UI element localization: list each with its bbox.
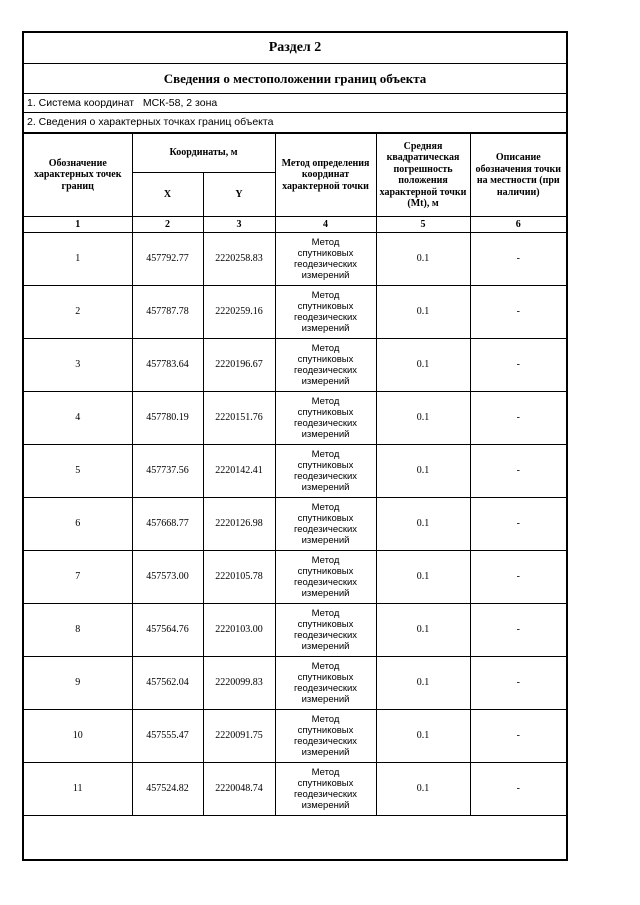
point-description: - [470,763,566,816]
point-description: - [470,286,566,339]
point-number: 9 [24,657,132,710]
method [275,445,376,498]
point-description: - [470,339,566,392]
coord-x: 457737.56 [132,445,203,498]
method-line: измерений [301,747,350,758]
document-frame [22,31,568,861]
method-line: спутниковых [297,248,354,259]
method-line: спутниковых [297,354,354,365]
point-description: - [470,498,566,551]
coord-x: 457783.64 [132,339,203,392]
method-line: спутниковых [297,778,354,789]
method [275,498,376,551]
accuracy-mt: 0.1 [376,763,470,816]
point-number: 10 [24,710,132,763]
point-description: - [470,233,566,286]
method-line: геодезических [293,577,358,588]
method-line: измерений [301,588,350,599]
point-number: 5 [24,445,132,498]
table-row [24,286,566,339]
method-line: измерений [301,641,350,652]
coord-x: 457555.47 [132,710,203,763]
coord-x: 457668.77 [132,498,203,551]
header-accuracy: Средняя квадратическая погрешность положения характерной точки (Mt), м [376,134,470,217]
method-line: спутниковых [297,513,354,524]
point-description: - [470,445,566,498]
method-line: Метод [311,396,340,407]
column-number: 5 [376,217,470,233]
method-line: Метод [311,555,340,566]
point-description: - [470,392,566,445]
accuracy-mt: 0.1 [376,392,470,445]
point-number: 8 [24,604,132,657]
coord-x: 457524.82 [132,763,203,816]
column-number: 6 [470,217,566,233]
method-line: спутниковых [297,566,354,577]
method [275,339,376,392]
method-line: геодезических [293,736,358,747]
coord-y: 2220151.76 [203,392,275,445]
method-line: измерений [301,800,350,811]
coord-y: 2220099.83 [203,657,275,710]
coord-y: 2220103.00 [203,604,275,657]
accuracy-mt: 0.1 [376,657,470,710]
method [275,392,376,445]
table-row [24,657,566,710]
header-y: Y [203,173,275,217]
method-line: геодезических [293,471,358,482]
table-row [24,445,566,498]
method-line: спутниковых [297,407,354,418]
method-line: геодезических [293,418,358,429]
coord-x: 457787.78 [132,286,203,339]
method-line: геодезических [293,683,358,694]
points-section-label: 2. Сведения о характерных точках границ объекта [24,113,566,133]
method-line: спутниковых [297,460,354,471]
method-line: Метод [311,608,340,619]
method-line: спутниковых [297,301,354,312]
coord-y: 2220258.83 [203,233,275,286]
method-line: Метод [311,449,340,460]
header-designation: Обозначение характерных точек границ [24,134,132,217]
method-line: геодезических [293,365,358,376]
coord-system-label: 1. Система координат [27,97,135,109]
method-line: измерений [301,482,350,493]
method [275,286,376,339]
method-line: Метод [311,767,340,778]
coord-x: 457792.77 [132,233,203,286]
method-line: Метод [311,714,340,725]
coord-x: 457562.04 [132,657,203,710]
method [275,233,376,286]
header-x: X [132,173,203,217]
method-line: Метод [311,661,340,672]
header-method: Метод определения координат характерной точки [275,134,376,217]
point-number: 7 [24,551,132,604]
method-line: Метод [311,502,340,513]
method-line: геодезических [293,312,358,323]
accuracy-mt: 0.1 [376,604,470,657]
section-subtitle: Сведения о местоположении границ объекта [24,64,566,94]
coord-y: 2220126.98 [203,498,275,551]
accuracy-mt: 0.1 [376,551,470,604]
method-line: измерений [301,270,350,281]
coord-system-value: МСК-58, 2 зона [142,97,218,109]
method-line: Метод [311,237,340,248]
coord-x: 457564.76 [132,604,203,657]
accuracy-mt: 0.1 [376,339,470,392]
header-description: Описание обозначения точки на местности (при наличии) [470,134,566,217]
point-number: 11 [24,763,132,816]
method-line: геодезических [293,259,358,270]
table-row [24,551,566,604]
table-row [24,233,566,286]
accuracy-mt: 0.1 [376,710,470,763]
table-row [24,498,566,551]
method [275,763,376,816]
point-description: - [470,604,566,657]
method-line: измерений [301,694,350,705]
column-numbers-row [24,217,566,233]
method-line: измерений [301,323,350,334]
coord-y: 2220142.41 [203,445,275,498]
method-line: геодезических [293,789,358,800]
table-row [24,392,566,445]
header-coordinates: Координаты, м [132,134,275,173]
column-number: 3 [203,217,275,233]
method-line: Метод [311,290,340,301]
coord-x: 457780.19 [132,392,203,445]
method-line: Метод [311,343,340,354]
point-number: 6 [24,498,132,551]
method-line: спутниковых [297,619,354,630]
point-description: - [470,551,566,604]
accuracy-mt: 0.1 [376,233,470,286]
method [275,710,376,763]
coord-x: 457573.00 [132,551,203,604]
point-number: 3 [24,339,132,392]
coord-y: 2220259.16 [203,286,275,339]
method-line: геодезических [293,524,358,535]
accuracy-mt: 0.1 [376,286,470,339]
accuracy-mt: 0.1 [376,498,470,551]
method-line: измерений [301,429,350,440]
coord-system-line [24,94,566,113]
column-number: 4 [275,217,376,233]
column-number: 2 [132,217,203,233]
point-number: 1 [24,233,132,286]
coord-y: 2220196.67 [203,339,275,392]
accuracy-mt: 0.1 [376,445,470,498]
method [275,657,376,710]
table-row [24,339,566,392]
point-number: 2 [24,286,132,339]
method-line: геодезических [293,630,358,641]
method [275,604,376,657]
coord-y: 2220048.74 [203,763,275,816]
method-line: спутниковых [297,672,354,683]
point-number: 4 [24,392,132,445]
method [275,551,376,604]
column-number: 1 [24,217,132,233]
method-line: измерений [301,535,350,546]
table-row [24,710,566,763]
section-title: Раздел 2 [24,33,566,64]
point-description: - [470,657,566,710]
table-row [24,604,566,657]
point-description: - [470,710,566,763]
boundary-points-table [24,133,566,816]
coord-y: 2220091.75 [203,710,275,763]
coord-y: 2220105.78 [203,551,275,604]
method-line: спутниковых [297,725,354,736]
table-row [24,763,566,816]
method-line: измерений [301,376,350,387]
